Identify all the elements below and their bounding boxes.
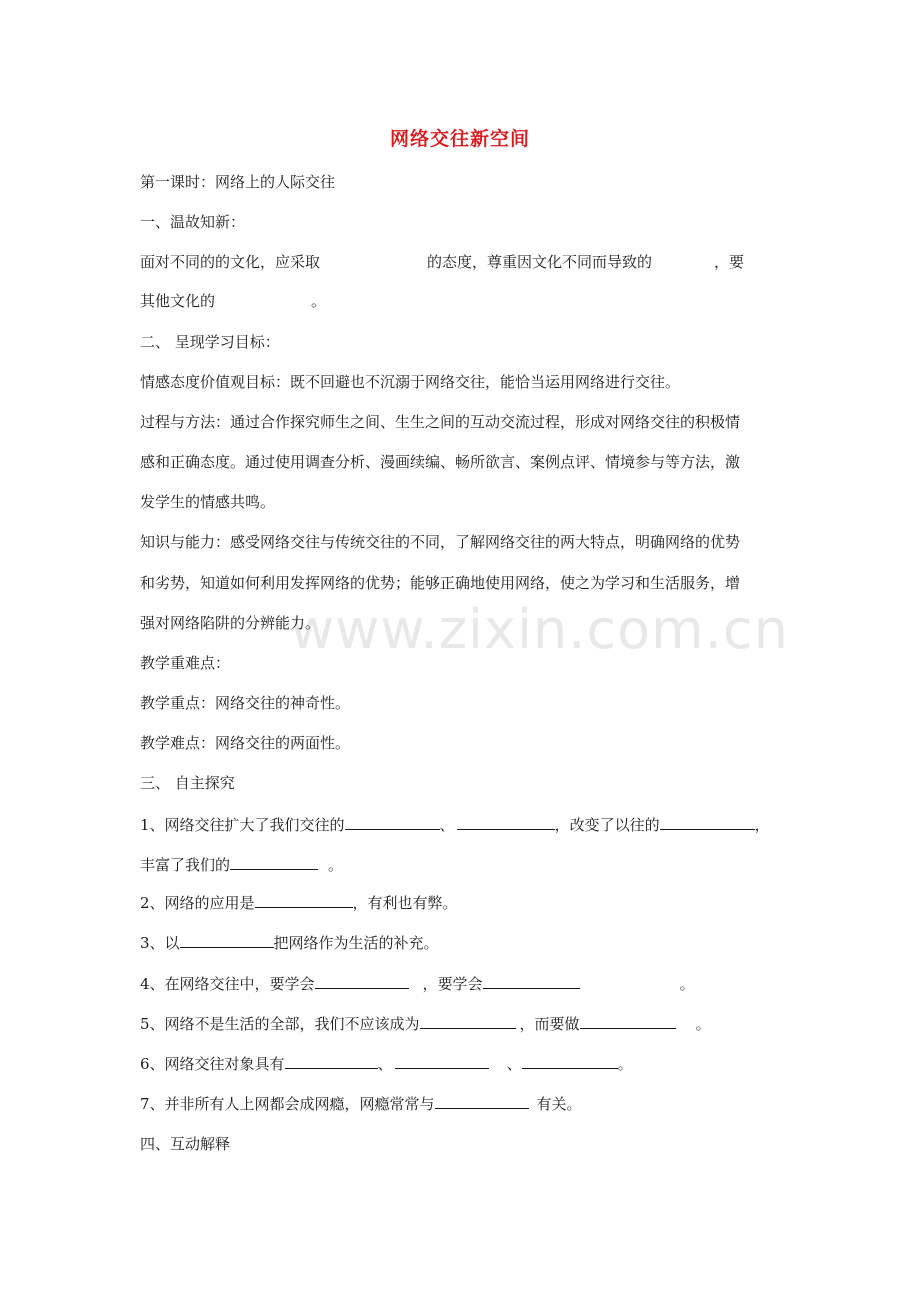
section3-heading: 三、 自主探究 — [140, 774, 235, 792]
fill-blank — [435, 1094, 529, 1109]
text-segment: ，有利也有弊。 — [352, 894, 458, 912]
text-segment: 。 — [695, 1015, 711, 1033]
text-segment: 其他文化的 — [140, 292, 216, 310]
text-segment: 。 — [679, 975, 695, 993]
fill-blank — [483, 974, 580, 989]
question-3 — [140, 933, 439, 953]
fill-blank — [255, 893, 353, 908]
goal-knowledge-line2: 和劣势，知道如何利用发挥网络的优势；能够正确地使用网络，使之为学习和生活服务，增 — [140, 574, 741, 592]
goal-knowledge-line1: 知识与能力：感受网络交往与传统交往的不同，了解网络交往的两大特点，明确网络的优势 — [140, 533, 741, 551]
text-segment: 5、网络不是生活的全部，我们不应该成为 — [140, 1015, 420, 1033]
page-title: 网络交往新空间 — [389, 128, 530, 150]
text-segment: 有关。 — [536, 1095, 582, 1113]
text-segment: 、 — [377, 1055, 393, 1073]
fill-blank — [315, 974, 409, 989]
fill-blank — [522, 1054, 618, 1069]
goal-knowledge-line3: 强对网络陷阱的分辨能力。 — [140, 614, 321, 632]
fill-blank — [180, 933, 274, 948]
text-segment: ，而要做 — [519, 1015, 580, 1033]
text-segment: 的态度，尊重因文化不同而导致的 — [427, 253, 653, 271]
fill-blank — [230, 855, 318, 870]
fill-blank — [457, 815, 555, 830]
text-segment: 、 — [439, 816, 455, 834]
text-segment: 把网络作为生活的补充。 — [273, 934, 439, 952]
goal-process-line1: 过程与方法：通过合作探究师生之间、生生之间的互动交流过程，形成对网络交往的积极情 — [140, 413, 741, 431]
text-segment: 面对不同的的文化，应采取 — [140, 253, 321, 271]
watermark: www.zixin.com.cn — [290, 598, 789, 661]
question-7 — [140, 1094, 582, 1114]
text-segment: ， — [754, 816, 770, 834]
text-segment: 7、并非所有人上网都会成网瘾，网瘾常常与 — [140, 1095, 435, 1113]
fill-blank — [285, 1054, 378, 1069]
text-segment: ，改变了以往的 — [554, 816, 660, 834]
key-point: 教学重点：网络交往的神奇性。 — [140, 694, 351, 712]
section1-line2 — [140, 291, 326, 311]
goal-process-line2: 感和正确态度。通过使用调查分析、漫画续编、畅所欲言、案例点评、情境参与等方法，激 — [140, 453, 741, 471]
keypoints-heading: 教学重难点： — [140, 654, 231, 672]
text-segment: 。 — [311, 292, 327, 310]
difficult-point: 教学难点：网络交往的两面性。 — [140, 734, 351, 752]
fill-blank — [580, 1014, 676, 1029]
lesson-line: 第一课时：网络上的人际交往 — [140, 173, 336, 191]
goal-emotion: 情感态度价值观目标：既不回避也不沉溺于网络交往，能恰当运用网络进行交往。 — [140, 373, 681, 391]
text-segment: ，要学会 — [422, 975, 483, 993]
question-1-line1 — [140, 815, 770, 835]
text-segment: 。 — [328, 856, 344, 874]
section1-heading: 一、温故知新： — [140, 213, 246, 231]
text-segment: 4、在网络交往中，要学会 — [140, 975, 315, 993]
question-4 — [140, 974, 695, 994]
question-1-line2 — [140, 855, 343, 875]
question-6 — [140, 1054, 633, 1074]
text-segment: 1、网络交往扩大了我们交往的 — [140, 816, 345, 834]
goal-process-line3: 发学生的情感共鸣。 — [140, 493, 276, 511]
fill-blank — [660, 815, 755, 830]
text-segment: 、 — [506, 1055, 522, 1073]
question-2 — [140, 893, 458, 913]
text-segment: 。 — [617, 1055, 633, 1073]
fill-blank — [395, 1054, 489, 1069]
section4-heading: 四、互动解释 — [140, 1135, 231, 1153]
section1-line1 — [140, 252, 744, 272]
fill-blank — [345, 815, 440, 830]
text-segment: 2、网络的应用是 — [140, 894, 255, 912]
text-segment: 3、以 — [140, 934, 180, 952]
text-segment: ，要 — [714, 253, 745, 271]
text-segment: 6、网络交往对象具有 — [140, 1055, 285, 1073]
text-segment: 丰富了我们的 — [140, 856, 231, 874]
section2-heading: 二、 呈现学习目标： — [140, 333, 280, 351]
question-5 — [140, 1014, 711, 1034]
fill-blank — [420, 1014, 516, 1029]
